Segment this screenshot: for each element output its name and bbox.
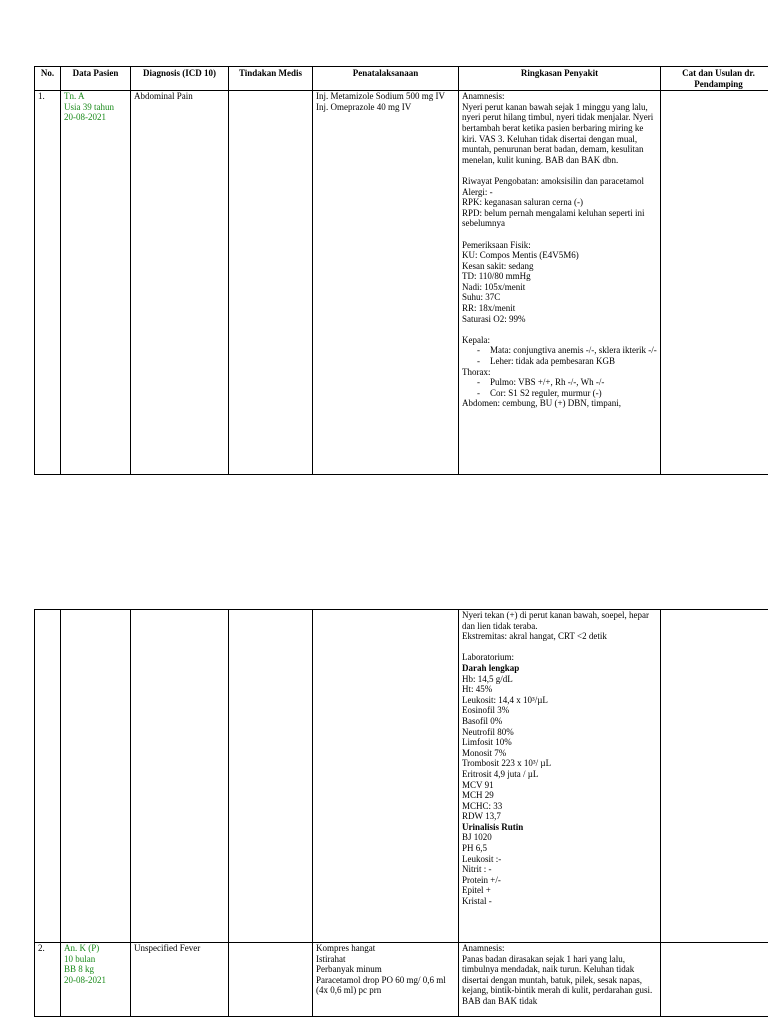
lab-value: Ht: 45% (462, 684, 493, 695)
diagnosis-cell: Abdominal Pain (131, 91, 229, 475)
urin-value: BJ 1020 (462, 832, 492, 843)
lab-value: Limfosit 10% (462, 737, 512, 748)
patient-name: An. K (P) (64, 943, 100, 953)
history-item: Riwayat Pengobatan: amoksisilin dan paracetamol (462, 175, 644, 186)
lab-value: RDW 13,7 (462, 811, 501, 822)
treatment-item: Istirahat (316, 953, 346, 964)
urin-title: Urinalisis Rutin (462, 821, 524, 832)
treatment-item: Perbanyak minum (316, 964, 382, 975)
table-row (35, 91, 768, 475)
anamnesis-text: Panas badan dirasakan sejak 1 hari yang lalu, timbulnya mendadak, naik turun. Keluhan tidak disertai dengan muntah, batuk, pilek, sesak napas, kejang, bintik-bintik merah di kulit, perdarahan gusi. BAB dan BAK tidak (462, 953, 653, 1006)
exam-line: Kesan sakit: sedang (462, 260, 534, 271)
urin-value: Nitrit : - (462, 864, 492, 875)
summary-cell (459, 610, 661, 943)
history-item: RPD: belum pernah mengalami keluhan seperti ini sebelumnya (462, 207, 645, 229)
history-item: RPK: keganasan saluran cerna (-) (462, 197, 583, 208)
lab-value: Monosit 7% (462, 747, 507, 758)
patient-age: Usia 39 tahun (64, 101, 114, 112)
exam-line: TD: 110/80 mmHg (462, 271, 531, 282)
lab-value: Eritrosit 4,9 juta / µL (462, 768, 539, 779)
lab-value: Hb: 14,5 g/dL (462, 673, 513, 684)
header-data-pasien: Data Pasien (61, 67, 131, 91)
summary-cell (459, 943, 661, 1017)
exam-line: Saturasi O2: 99% (462, 313, 526, 324)
kepala-list (462, 345, 657, 366)
patient-age: 10 bulan (64, 953, 96, 964)
urin-value: PH 6,5 (462, 843, 488, 854)
lab-value: Leukosit: 14,4 x 10³/µL (462, 694, 548, 705)
urin-value: Leukosit :- (462, 853, 502, 864)
table-row (35, 943, 768, 1017)
anamnesis-title: Anamnesis: (462, 943, 505, 953)
thorax-item: - Pulmo: VBS +/+, Rh -/-, Wh -/- (490, 377, 657, 388)
lab-title: Laboratorium: (462, 652, 514, 663)
treatment-cell (313, 943, 459, 1017)
lab-value: Eosinofil 3% (462, 705, 510, 716)
exam-line: Ekstremitas: akral hangat, CRT <2 detik (462, 631, 607, 642)
thorax-item: - Cor: S1 S2 reguler, murmur (-) (490, 388, 657, 399)
patient-name: Tn. A (64, 91, 85, 102)
patient-weight: BB 8 kg (64, 964, 95, 975)
treatment-item: Inj. Metamizole Sodium 500 mg IV (316, 91, 445, 102)
lab-value: Neutrofil 80% (462, 726, 514, 737)
anamnesis-title: Anamnesis: (462, 91, 505, 102)
notes-cell (661, 610, 768, 943)
kepala-label: Kepala: (462, 334, 490, 345)
summary-cell (459, 91, 661, 475)
patient-data (61, 610, 131, 943)
row-number: 1. (35, 91, 61, 475)
header-ringkasan: Ringkasan Penyakit (459, 67, 661, 91)
table-page-2 (34, 609, 768, 1017)
tindakan-cell (229, 610, 313, 943)
diagnosis-cell (131, 610, 229, 943)
row-number: 2. (35, 943, 61, 1017)
table-header-row (35, 67, 768, 91)
urin-value: Protein +/- (462, 874, 501, 885)
darah-title: Darah lengkap (462, 662, 520, 673)
lab-value: Trombosit 223 x 10³/ µL (462, 758, 552, 769)
anamnesis-text: Nyeri perut kanan bawah sejak 1 minggu yang lalu, nyeri perut hilang timbul, nyeri tidak menjalar. Nyeri bertambah berat ketika pasien berbaring miring ke kiri. VAS 3. Keluhan tidak disertai dengan mual, muntah, penurunan berat badan, demam, kesulitan menelan, kulit kuning. BAB dan BAK dbn. (462, 101, 654, 165)
lab-value: MCV 91 (462, 779, 494, 790)
diagnosis-cell: Unspecified Fever (131, 943, 229, 1017)
treatment-cell (313, 91, 459, 475)
thorax-label: Thorax: (462, 366, 491, 377)
patient-date: 20-08-2021 (64, 112, 106, 123)
patient-data (61, 943, 131, 1017)
tindakan-cell (229, 943, 313, 1017)
table-row (35, 610, 768, 943)
lab-value: Basofil 0% (462, 715, 503, 726)
header-diagnosis: Diagnosis (ICD 10) (131, 67, 229, 91)
exam-line: Pemeriksaan Fisik: (462, 239, 531, 250)
notes-cell (661, 91, 768, 475)
lab-value: MCH 29 (462, 790, 494, 801)
exam-line: Suhu: 37C (462, 292, 501, 303)
row-number (35, 610, 61, 943)
header-no: No. (35, 67, 61, 91)
treatment-item: Paracetamol drop PO 60 mg/ 0,6 ml (4x 0,6 ml) pc prn (316, 974, 446, 996)
history-item: Alergi: - (462, 186, 493, 197)
tindakan-cell (229, 91, 313, 475)
kepala-item: - Leher: tidak ada pembesaran KGB (490, 356, 657, 367)
treatment-cell (313, 610, 459, 943)
urin-value: Kristal - (462, 896, 492, 907)
exam-line: Nyeri tekan (+) di perut kanan bawah, soepel, hepar dan lien tidak teraba. (462, 610, 650, 631)
lab-value: MCHC: 33 (462, 800, 503, 811)
kepala-item: - Mata: conjungtiva anemis -/-, sklera ikterik -/- (490, 345, 657, 356)
patient-data (61, 91, 131, 475)
header-penatalaksanaan: Penatalaksanaan (313, 67, 459, 91)
table-page-1 (34, 66, 768, 475)
abdomen-line: Abdomen: cembung, BU (+) DBN, timpani, (462, 398, 622, 409)
exam-line: RR: 18x/menit (462, 303, 516, 314)
notes-cell (661, 943, 768, 1017)
treatment-item: Kompres hangat (316, 943, 376, 953)
patient-date: 20-08-2021 (64, 974, 106, 985)
urin-value: Epitel + (462, 885, 491, 896)
header-catatan: Cat dan Usulan dr. Pendamping (661, 67, 768, 91)
exam-line: Nadi: 105x/menit (462, 281, 526, 292)
treatment-item: Inj. Omeprazole 40 mg IV (316, 101, 412, 112)
exam-line: KU: Compos Mentis (E4V5M6) (462, 250, 579, 261)
thorax-list (462, 377, 657, 398)
header-tindakan: Tindakan Medis (229, 67, 313, 91)
